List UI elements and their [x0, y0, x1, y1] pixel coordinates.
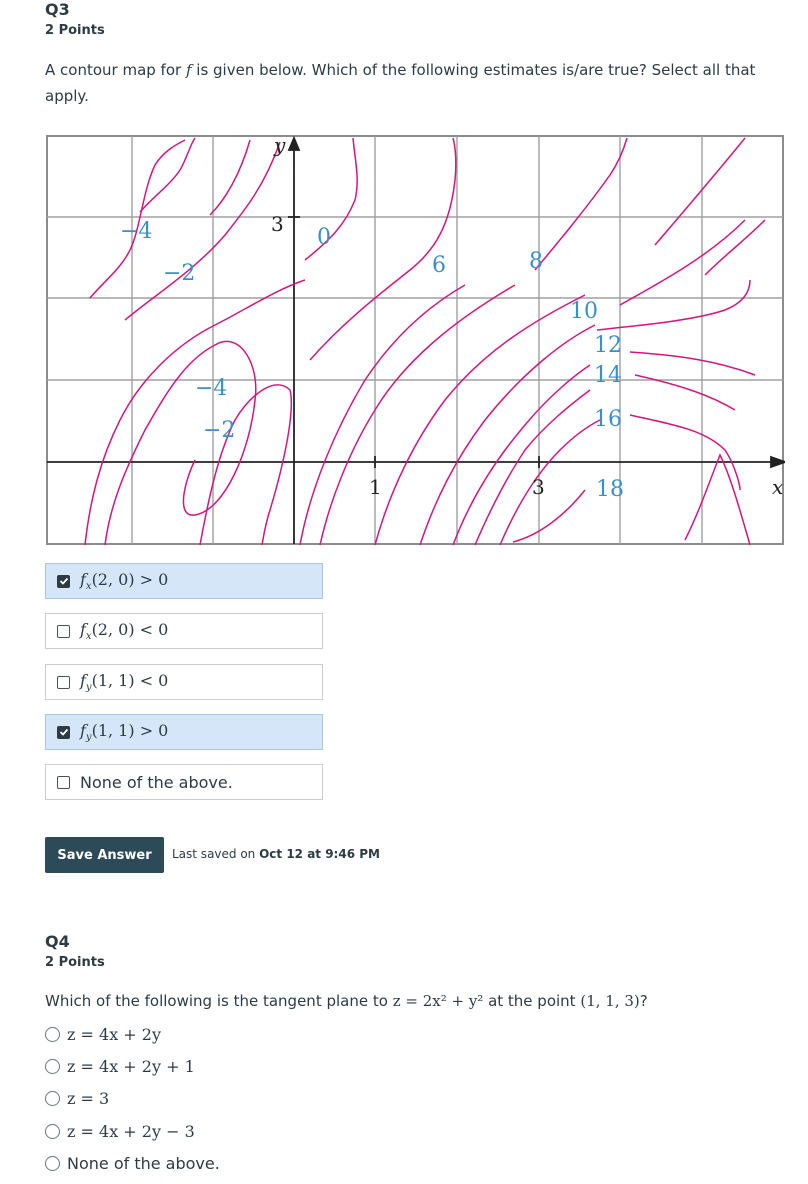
- contour-map: [45, 130, 785, 546]
- q3-choice-4[interactable]: [45, 714, 323, 750]
- checkbox-icon[interactable]: [57, 776, 70, 789]
- map-border: [47, 136, 783, 544]
- radio-icon[interactable]: [45, 1059, 60, 1074]
- q3-choice-1[interactable]: [45, 563, 323, 599]
- radio-icon[interactable]: [45, 1124, 60, 1139]
- q4-title: Q4: [45, 932, 70, 951]
- radio-icon[interactable]: [45, 1027, 60, 1042]
- contour-label-10: 10: [570, 299, 598, 324]
- last-saved-status: Last saved on Oct 12 at 9:46 PM: [172, 847, 380, 861]
- q3-question-var: f: [185, 61, 192, 79]
- y-axis-label: y: [274, 133, 286, 157]
- checkbox-icon[interactable]: [57, 676, 70, 689]
- q3-question-post: is given below. Which of the following estimates is/are true? Select all that apply.: [45, 61, 756, 105]
- q4-option-5-label: None of the above.: [67, 1153, 220, 1173]
- q3-choice-3[interactable]: [45, 664, 323, 700]
- contour-label-14: 14: [594, 363, 622, 388]
- q4-option-1-label: z = 4x + 2y: [67, 1024, 162, 1044]
- q4-option-2-label: z = 4x + 2y + 1: [67, 1056, 195, 1076]
- q4-question-equation: z = 2x² + y²: [392, 992, 484, 1010]
- radio-icon[interactable]: [45, 1156, 60, 1171]
- q3-question-pre: A contour map for: [45, 61, 186, 79]
- q3-choice-5[interactable]: [45, 764, 323, 800]
- q3-choice-3-label: $f_y(1$, 1) < 0: [80, 670, 169, 694]
- q4-question: Which of the following is the tangent plane to z = 2x² + y² at the point (1, 1, 3)?: [45, 992, 648, 1010]
- checkbox-checked-icon[interactable]: [57, 726, 70, 739]
- q4-option-3-label: z = 3: [67, 1088, 110, 1108]
- contour-label-neg2: −2: [163, 261, 196, 286]
- checkbox-checked-icon[interactable]: [57, 575, 70, 588]
- q3-choice-1-label: $f_x(2$, 0) > 0: [80, 569, 169, 593]
- contour-label-8: 8: [529, 249, 543, 274]
- contour-label-12: 12: [594, 333, 622, 358]
- last-saved-time: Oct 12 at 9:46 PM: [259, 847, 380, 861]
- save-answer-button[interactable]: Save Answer: [45, 837, 164, 873]
- q4-option-3[interactable]: [45, 1086, 109, 1110]
- q4-option-5[interactable]: [45, 1151, 220, 1175]
- contour-label-6: 6: [432, 253, 446, 278]
- contour-label-18: 18: [596, 477, 624, 502]
- contour-label-neg4: −4: [120, 219, 153, 244]
- contour-label-neg4b: −4: [195, 376, 228, 401]
- y-tick-3: 3: [271, 212, 284, 236]
- x-axis-label: x: [772, 475, 784, 499]
- radio-icon[interactable]: [45, 1091, 60, 1106]
- q4-option-2[interactable]: [45, 1054, 195, 1078]
- q3-choice-5-label: None of the above.: [80, 772, 233, 792]
- contour-label-16: 16: [594, 407, 622, 432]
- q3-question: [45, 57, 775, 109]
- q3-choice-2[interactable]: [45, 613, 323, 649]
- q4-question-point: (1, 1, 3): [580, 992, 640, 1010]
- q3-choice-2-label: $f_x(2$, 0) < 0: [80, 619, 169, 643]
- q4-option-4-label: z = 4x + 2y − 3: [67, 1121, 195, 1141]
- q4-option-1[interactable]: [45, 1022, 161, 1046]
- q3-title: Q3: [45, 0, 70, 19]
- contour-label-0: 0: [317, 225, 331, 250]
- x-tick-3: 3: [532, 475, 545, 499]
- q4-option-4[interactable]: [45, 1119, 195, 1143]
- x-tick-1: 1: [369, 475, 382, 499]
- q3-choice-4-label: $f_y(1$, 1) > 0: [80, 720, 169, 744]
- contour-label-neg2b: −2: [203, 418, 236, 443]
- q4-points: 2 Points: [45, 955, 105, 970]
- q3-points: 2 Points: [45, 23, 105, 38]
- checkbox-icon[interactable]: [57, 625, 70, 638]
